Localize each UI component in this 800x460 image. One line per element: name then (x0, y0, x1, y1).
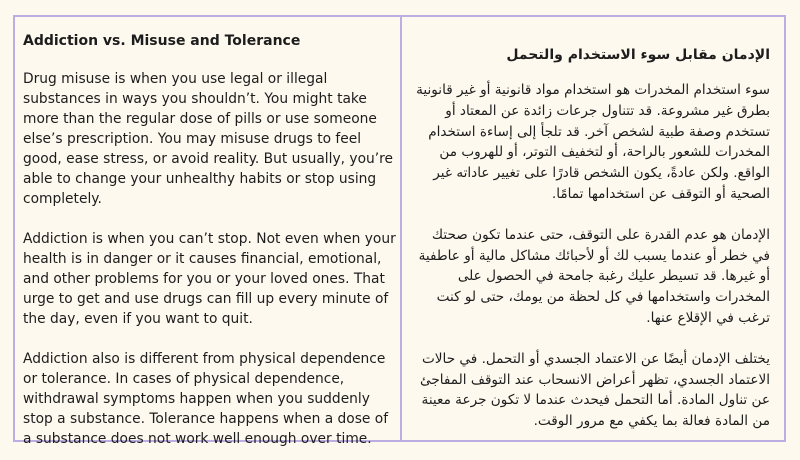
arabic-title: الإدمان مقابل سوء الاستخدام والتحمل (506, 47, 770, 63)
arabic-column (402, 17, 784, 440)
bilingual-panel (13, 15, 786, 447)
english-title: Addiction vs. Misuse and Tolerance (23, 33, 301, 49)
english-paragraph-addiction: Addiction is when you can’t stop. Not even when your health is in danger or it causes financial, emotional, and other problems for you or your loved ones. That urge to get and use drugs can fill up every minute of the day, even if you want to quit. (23, 231, 396, 327)
english-paragraph-misuse: Drug misuse is when you use legal or illegal substances in ways you shouldn’t. You might take more than the regular dose of pills or use someone else’s prescription. You may misuse drugs to feel good, ease stress, or avoid reality. But usually, you’re able to change your unhealthy habits or stop using completely. (23, 71, 394, 207)
english-paragraph-tolerance: Addiction also is different from physical dependence or tolerance. In cases of physical dependence, withdrawal symptoms happen when you suddenly stop a substance. Tolerance happens when a dose of a substance does not work well enough over time. (23, 351, 389, 447)
arabic-paragraph-tolerance: يختلف الإدمان أيضًا عن الاعتماد الجسدي أو التحمل. في حالات الاعتماد الجسدي، تظهر أعراض الانسحاب عند التوقف المفاجئ عن تناول المادة. أما التحمل فيحدث عندما لا تكون جرعة معينة من المادة فعالة بما يكفي مع مرور الوقت. (420, 350, 770, 430)
english-column (15, 17, 402, 447)
arabic-paragraph-misuse: سوء استخدام المخدرات هو استخدام مواد قانونية أو غير قانونية بطرق غير مشروعة. قد تتناول جرعات زائدة عن المعتاد أو تستخدم وصفة طبية لشخص آخر. قد تلجأ إلى إساءة استخدام المخدرات للشعور بالراحة، أو لتخفيف التوتر، أو للهروب من الواقع. ولكن عادةً، يكون الشخص قادرًا على تغيير عاداته غير الصحية أو التوقف عن استخدامها تمامًا. (416, 82, 770, 202)
arabic-paragraph-addiction: الإدمان هو عدم القدرة على التوقف، حتى عندما تكون صحتك في خطر أو عندما يسبب لك أو لأحبائك مشاكل مالية أو عاطفية أو غيرها. قد تسيطر عليك رغبة جامحة في الحصول على المخدرات واستخدامها في كل لحظة من يومك، حتى لو كنت ترغب في الإقلاع عنها. (418, 226, 770, 326)
